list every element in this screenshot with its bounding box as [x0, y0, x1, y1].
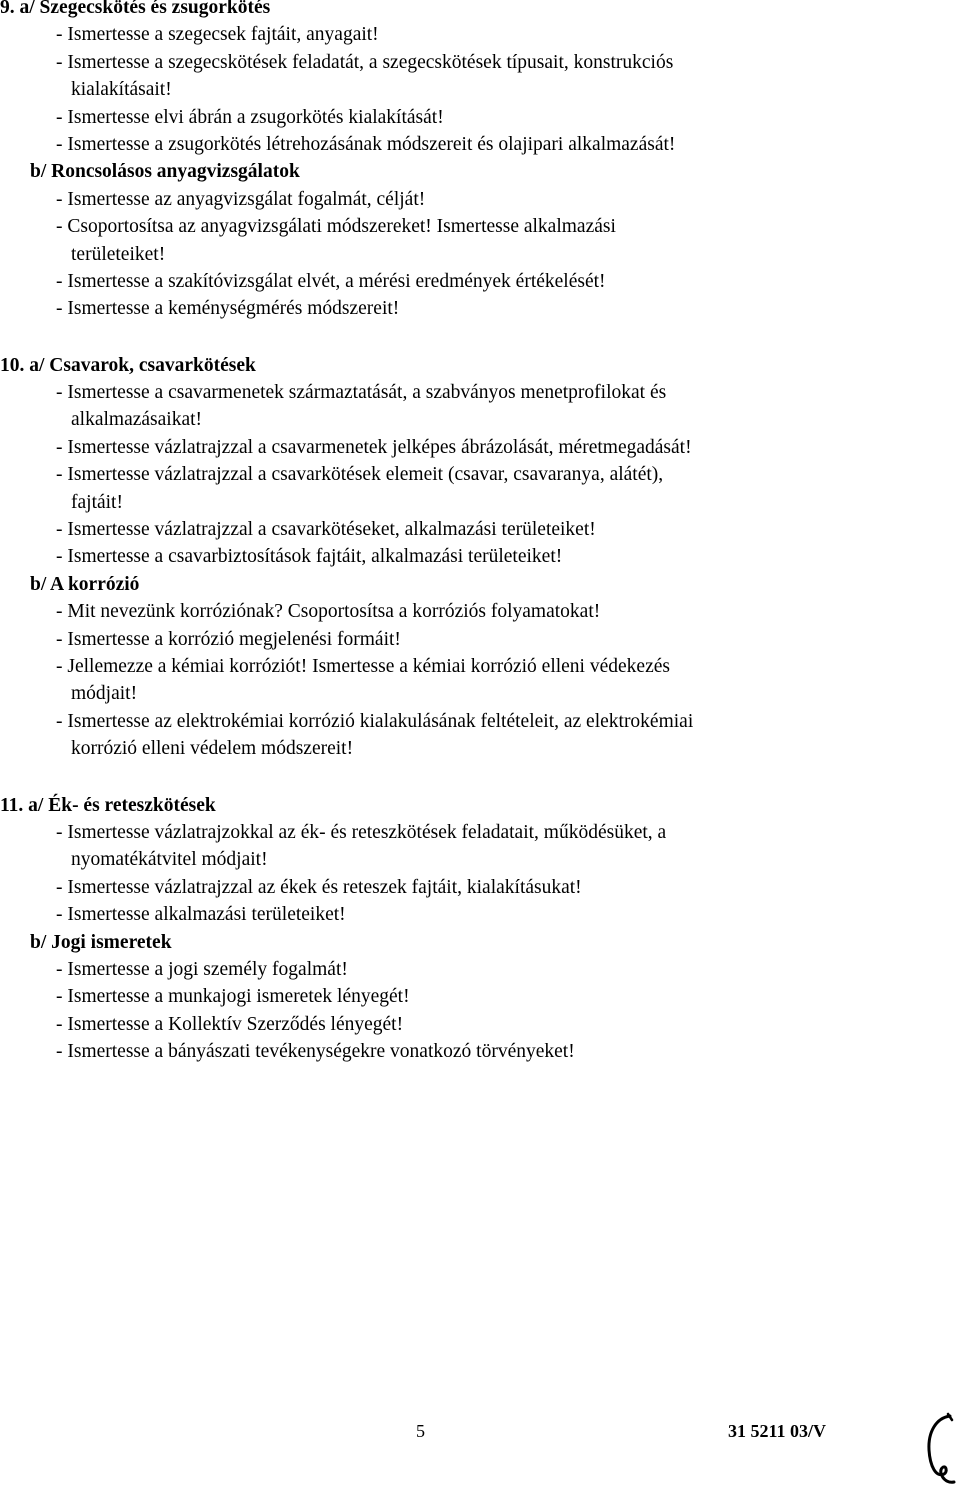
- list-item: - Ismertesse a bányászati tevékenységekre vonatkozó törvényeket!: [56, 1041, 575, 1063]
- list-item: - Ismertesse a keménységmérés módszereit!: [56, 298, 400, 320]
- list-item: - Ismertesse a Kollektív Szerződés lényegét!: [56, 1013, 404, 1035]
- list-item-continuation: kialakításait!: [71, 79, 172, 101]
- list-item: - Ismertesse vázlatrajzzal a csavarkötések elemeit (csavar, csavaranya, alátét),: [56, 464, 664, 486]
- list-item: - Ismertesse az anyagvizsgálat fogalmát, célját!: [56, 188, 426, 210]
- list-item: - Ismertesse vázlatrajzzal a csavarmenetek jelképes ábrázolását, méretmegadását!: [56, 436, 692, 458]
- list-item: - Ismertesse a jogi személy fogalmát!: [56, 958, 348, 980]
- list-item-continuation: alkalmazásaikat!: [71, 409, 203, 431]
- page-number: 5: [416, 1421, 425, 1441]
- document-code: 31 5211 03/V: [728, 1421, 827, 1441]
- section-9b-title: b/ Roncsolásos anyagvizsgálatok: [30, 161, 300, 183]
- list-item: - Ismertesse vázlatrajzokkal az ék- és reteszkötések feladatait, működésüket, a: [56, 821, 667, 843]
- list-item: - Ismertesse a zsugorkötés létrehozásának módszereit és olajipari alkalmazását!: [56, 133, 676, 155]
- section-11a-title: 11. a/ Ék- és reteszkötések: [0, 794, 216, 816]
- list-item: - Ismertesse alkalmazási területeiket!: [56, 904, 346, 926]
- list-item: - Mit nevezünk korróziónak? Csoportosítsa a korróziós folyamatokat!: [56, 601, 601, 623]
- section-spacer: [0, 763, 960, 792]
- section-10a-title: 10. a/ Csavarok, csavarkötések: [0, 354, 256, 376]
- list-item-continuation: módjait!: [71, 683, 138, 705]
- list-item-continuation: fajtáit!: [71, 491, 123, 513]
- list-item-continuation: területeiket!: [71, 243, 166, 265]
- list-item: - Jellemezze a kémiai korróziót! Ismertesse a kémiai korrózió elleni védekezés: [56, 655, 670, 677]
- list-item: - Ismertesse a szakítóvizsgálat elvét, a mérési eredmények értékelését!: [56, 270, 606, 292]
- list-item: - Ismertesse elvi ábrán a zsugorkötés kialakítását!: [56, 106, 444, 128]
- list-item-continuation: korrózió elleni védelem módszereit!: [71, 738, 354, 760]
- list-item: - Csoportosítsa az anyagvizsgálati módszereket! Ismertesse alkalmazási: [56, 216, 616, 238]
- list-item: - Ismertesse az elektrokémiai korrózió kialakulásának feltételeit, az elektrokémiai: [56, 710, 694, 732]
- list-item-continuation: nyomatékátvitel módjait!: [71, 849, 268, 871]
- section-9a-title: 9. a/ Szegecskötés és zsugorkötés: [0, 0, 271, 18]
- section-10b-title: b/ A korrózió: [30, 573, 140, 595]
- list-item: - Ismertesse a szegecskötések feladatát, a szegecskötések típusait, konstrukciós: [56, 51, 674, 73]
- signature-mark: [922, 1410, 958, 1490]
- list-item: - Ismertesse a csavarmenetek származtatását, a szabványos menetprofilokat és: [56, 382, 667, 404]
- list-item: - Ismertesse a munkajogi ismeretek lényegét!: [56, 986, 410, 1008]
- section-spacer: [0, 323, 960, 352]
- section-11b-title: b/ Jogi ismeretek: [30, 931, 172, 953]
- list-item: - Ismertesse vázlatrajzzal a csavarkötéseket, alkalmazási területeiket!: [56, 519, 596, 541]
- list-item: - Ismertesse vázlatrajzzal az ékek és reteszek fajtáit, kialakításukat!: [56, 876, 582, 898]
- list-item: - Ismertesse a korrózió megjelenési formáit!: [56, 628, 401, 650]
- list-item: - Ismertesse a csavarbiztosítások fajtáit, alkalmazási területeiket!: [56, 546, 563, 568]
- list-item: - Ismertesse a szegecsek fajtáit, anyagait!: [56, 24, 379, 46]
